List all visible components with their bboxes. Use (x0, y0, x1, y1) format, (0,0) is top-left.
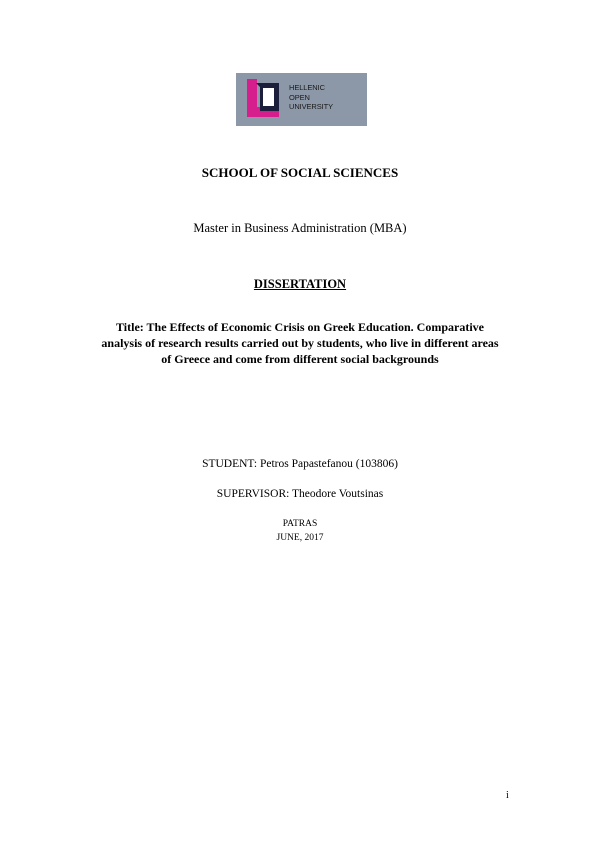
supervisor-line: SUPERVISOR: Theodore Voutsinas (216, 488, 384, 500)
school-heading: SCHOOL OF SOCIAL SCIENCES (201, 165, 399, 180)
university-logo (236, 73, 367, 126)
dissertation-label: DISSERTATION (253, 277, 347, 291)
degree-program: Master in Business Administration (MBA) (193, 221, 407, 235)
date: JUNE, 2017 (276, 533, 324, 543)
logo-line-2: OPEN (289, 92, 310, 102)
student-line: STUDENT: Petros Papastefanou (103806) (202, 458, 398, 470)
logo-line-1: HELLENIC (289, 83, 325, 92)
logo-wordmark (289, 83, 333, 112)
city: PATRAS (282, 519, 318, 529)
dissertation-title: Title: The Effects of Economic Crisis on Greek Education. Comparative analysis of research results carried out by students, who live in different areas of Greece and come from different social backgrounds (101, 320, 499, 366)
logo-line-3: UNIVERSITY (289, 102, 334, 111)
page-number: i (506, 790, 509, 801)
